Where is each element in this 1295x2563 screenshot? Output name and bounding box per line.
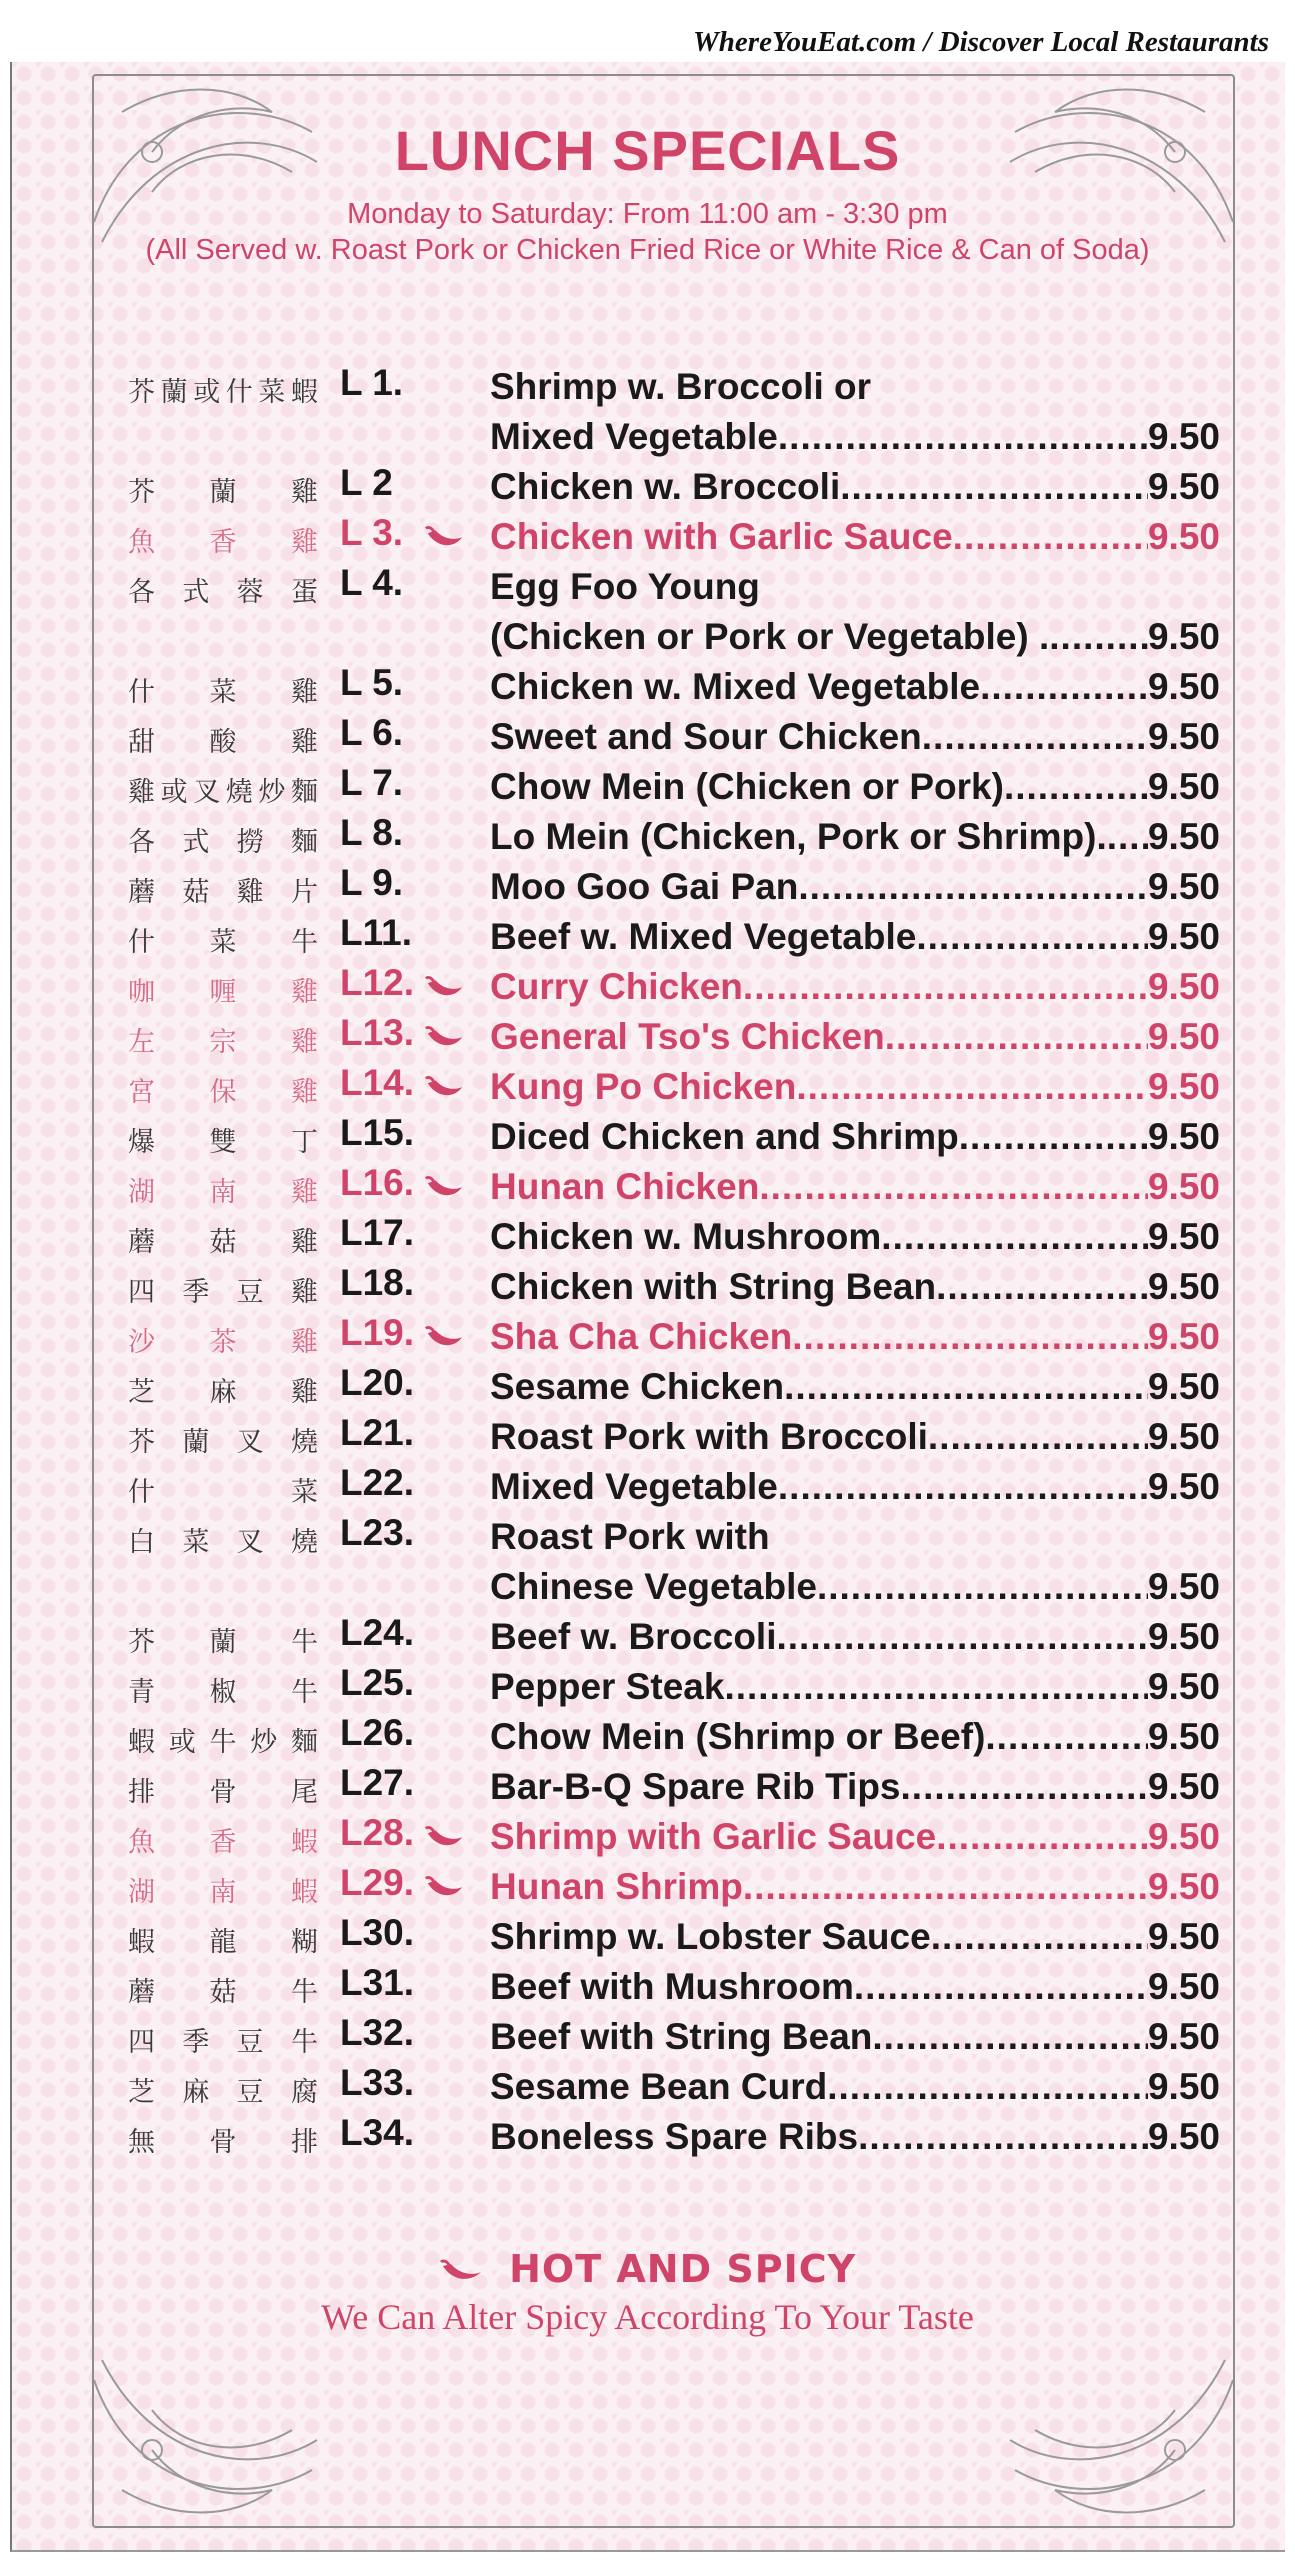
item-code: L 5. — [340, 662, 404, 703]
price: 9.50 — [1147, 1566, 1220, 1607]
leader-dots — [858, 2112, 1148, 2162]
menu-item — [0, 512, 1295, 562]
dish-name-line1: Shrimp w. Broccoli or — [490, 366, 872, 407]
dish-name-text: Moo Goo Gai Pan — [490, 866, 799, 907]
dish-name — [490, 1862, 1220, 1912]
chinese-name: 魚 香 蝦 — [128, 1827, 318, 1858]
dish-name-text: Chicken w. Mixed Vegetable — [490, 666, 981, 707]
menu-item — [0, 1212, 1295, 1262]
dish-name-text: Chicken w. Broccoli — [490, 466, 841, 507]
price: 9.50 — [1147, 1416, 1220, 1457]
dish-name-text: Pepper Steak — [490, 1666, 725, 1707]
dish-name-text: Bar-B-Q Spare Rib Tips — [490, 1766, 901, 1807]
chinese-name: 蝦 或 牛 炒 麵 — [128, 1727, 318, 1758]
hours-text: Monday to Saturday: From 11:00 am - 3:30 pm — [347, 198, 948, 230]
item-code: L33. — [340, 2062, 415, 2103]
chinese-name: 什 菜 牛 — [128, 927, 318, 958]
price: 9.50 — [1147, 1666, 1220, 1707]
leader-dots — [778, 1462, 1148, 1512]
price: 9.50 — [1147, 1616, 1220, 1657]
menu-item — [0, 1612, 1295, 1662]
dish-name — [490, 1962, 1220, 2012]
chinese-name: 排 骨 尾 — [128, 1777, 318, 1808]
chinese-name: 蘑 菇 雞 片 — [128, 877, 318, 908]
dish-name — [490, 1262, 1220, 1312]
dish-name — [490, 1062, 1220, 1112]
chinese-name: 各 式 撈 麵 — [128, 827, 318, 858]
chinese-name: 湖 南 蝦 — [128, 1877, 318, 1908]
chinese-name: 芝 麻 豆 腐 — [128, 2077, 318, 2108]
dish-name — [490, 462, 1220, 512]
leader-dots — [796, 1062, 1148, 1112]
chinese-name: 芥 蘭 牛 — [128, 1627, 318, 1658]
item-code: L17. — [340, 1212, 415, 1253]
menu-item — [0, 1262, 1295, 1312]
dish-name — [490, 1712, 1220, 1762]
item-code: L27. — [340, 1762, 415, 1803]
chili-pepper-icon — [424, 975, 466, 1001]
menu-item — [0, 1762, 1295, 1812]
chili-pepper-icon — [424, 1825, 466, 1851]
menu-item — [0, 1312, 1295, 1362]
dish-name-text: Sesame Bean Curd — [490, 2066, 828, 2107]
price: 9.50 — [1147, 2066, 1220, 2107]
item-code: L18. — [340, 1262, 415, 1303]
dish-name-text: Lo Mein (Chicken, Pork or Shrimp). — [490, 816, 1107, 857]
dish-name — [490, 912, 1220, 962]
price: 9.50 — [1147, 1466, 1220, 1507]
chinese-name: 無 骨 排 — [128, 2127, 318, 2158]
dish-name-text: Hunan Chicken — [490, 1166, 760, 1207]
item-code: L26. — [340, 1712, 415, 1753]
dish-name — [490, 662, 1220, 712]
item-code: L20. — [340, 1362, 415, 1403]
item-code: L14. — [340, 1062, 415, 1103]
item-code: L12. — [340, 962, 415, 1003]
dish-name-text: Chow Mein (Shrimp or Beef) — [490, 1716, 986, 1757]
dish-name — [490, 562, 1220, 662]
menu-item — [0, 1012, 1295, 1062]
item-code: L21. — [340, 1412, 415, 1453]
leader-dots — [840, 462, 1148, 512]
chinese-name: 蘑 菇 雞 — [128, 1227, 318, 1258]
leader-dots — [759, 1162, 1148, 1212]
chinese-name: 蘑 菇 牛 — [128, 1977, 318, 2008]
chinese-name: 湖 南 雞 — [128, 1177, 318, 1208]
dish-name-text: Mixed Vegetable — [490, 1466, 778, 1507]
menu-item — [0, 2012, 1295, 2062]
leader-dots — [827, 2062, 1148, 2112]
leader-dots — [778, 412, 1148, 462]
chinese-name: 芥 蘭 或 什 菜 蝦 — [128, 377, 318, 408]
price: 9.50 — [1147, 616, 1220, 657]
dish-name — [490, 1812, 1220, 1862]
item-code: L34. — [340, 2112, 415, 2153]
chili-pepper-icon — [424, 1175, 466, 1201]
menu-items-list — [0, 362, 1295, 2162]
leader-dots — [792, 1312, 1148, 1362]
dish-name-text: Sweet and Sour Chicken — [490, 716, 922, 757]
leader-dots — [854, 1962, 1148, 2012]
dish-name — [490, 1912, 1220, 1962]
chili-pepper-icon — [424, 525, 466, 551]
dish-name — [490, 962, 1220, 1012]
menu-item — [0, 2112, 1295, 2162]
price: 9.50 — [1147, 866, 1220, 907]
menu-item — [0, 862, 1295, 912]
dish-name — [490, 1662, 1220, 1712]
item-code: L 2 — [340, 462, 393, 503]
chinese-name: 左 宗 雞 — [128, 1027, 318, 1058]
menu-item — [0, 362, 1295, 462]
chili-pepper-icon — [439, 2258, 485, 2286]
dish-name-text: Sha Cha Chicken — [490, 1316, 793, 1357]
dish-name-text: Beef w. Mixed Vegetable — [490, 916, 917, 957]
leader-dots — [922, 712, 1148, 762]
dish-name-text: Beef with Mushroom — [490, 1966, 854, 2007]
item-code: L 9. — [340, 862, 404, 903]
price: 9.50 — [1147, 466, 1220, 507]
item-code: L 6. — [340, 712, 404, 753]
dish-name — [490, 2012, 1220, 2062]
leader-dots — [724, 1662, 1148, 1712]
dish-name — [490, 1112, 1220, 1162]
chinese-name: 咖 喱 雞 — [128, 977, 318, 1008]
menu-item — [0, 662, 1295, 712]
price: 9.50 — [1147, 1766, 1220, 1807]
chili-pepper-icon — [424, 1875, 466, 1901]
corner-flourish-bottom-left — [92, 2340, 322, 2530]
price: 9.50 — [1147, 1016, 1220, 1057]
chinese-name: 爆 雙 丁 — [128, 1127, 318, 1158]
dish-name-line2: (Chicken or Pork or Vegetable) . — [490, 616, 1050, 657]
served-with-note: (All Served w. Roast Pork or Chicken Fried Rice or White Rice & Can of Soda) — [145, 234, 1150, 266]
item-code: L16. — [340, 1162, 415, 1203]
price: 9.50 — [1147, 1316, 1220, 1357]
hot-and-spicy-label: HOT AND SPICY — [509, 2247, 857, 2291]
menu-item — [0, 1362, 1295, 1412]
price: 9.50 — [1147, 1216, 1220, 1257]
leader-dots — [936, 1262, 1148, 1312]
dish-name-line1: Egg Foo Young — [490, 566, 760, 607]
item-code: L32. — [340, 2012, 415, 2053]
price: 9.50 — [1147, 1266, 1220, 1307]
price: 9.50 — [1147, 1866, 1220, 1907]
dish-name — [490, 1012, 1220, 1062]
price: 9.50 — [1147, 1966, 1220, 2007]
dish-name — [490, 1162, 1220, 1212]
menu-item — [0, 1862, 1295, 1912]
leader-dots — [936, 1812, 1148, 1862]
dish-name-text: Roast Pork with Broccoli — [490, 1416, 928, 1457]
leader-dots — [743, 962, 1148, 1012]
leader-dots — [916, 912, 1148, 962]
dish-name — [490, 362, 1220, 462]
chinese-name: 白 菜 叉 燒 — [128, 1527, 318, 1558]
menu-item — [0, 1662, 1295, 1712]
leader-dots — [985, 1712, 1148, 1762]
dish-name — [490, 1512, 1220, 1612]
dish-name — [490, 2112, 1220, 2162]
dish-name-text: Curry Chicken — [490, 966, 743, 1007]
chinese-name: 甜 酸 雞 — [128, 727, 318, 758]
dish-name-line1: Roast Pork with — [490, 1516, 770, 1557]
leader-dots — [1004, 762, 1148, 812]
dish-name-text: Diced Chicken and Shrimp — [490, 1116, 959, 1157]
menu-item — [0, 712, 1295, 762]
item-code: L13. — [340, 1012, 415, 1053]
menu-title: LUNCH SPECIALS — [394, 119, 901, 182]
chinese-name: 各 式 蓉 蛋 — [128, 577, 318, 608]
chinese-name: 雞 或 叉 燒 炒 麵 — [128, 777, 318, 808]
dish-name-text: Beef with String Bean — [490, 2016, 873, 2057]
dish-name-text: Shrimp with Garlic Sauce — [490, 1816, 937, 1857]
dish-name-text: Chicken with String Bean — [490, 1266, 937, 1307]
item-code: L24. — [340, 1612, 415, 1653]
item-code: L29. — [340, 1862, 415, 1903]
dish-name — [490, 1462, 1220, 1512]
dish-name-text: Shrimp w. Lobster Sauce — [490, 1916, 931, 1957]
menu-item — [0, 562, 1295, 662]
dish-name-text: Sesame Chicken — [490, 1366, 785, 1407]
item-code: L 4. — [340, 562, 404, 603]
chinese-name: 什 菜 — [128, 1477, 318, 1508]
price: 9.50 — [1147, 1116, 1220, 1157]
dish-name — [490, 1362, 1220, 1412]
dish-name-text: Boneless Spare Ribs — [490, 2116, 859, 2157]
price: 9.50 — [1147, 1066, 1220, 1107]
dish-name — [490, 1412, 1220, 1462]
dish-name-line2: Mixed Vegetable — [490, 416, 778, 457]
leader-dots — [953, 512, 1148, 562]
price: 9.50 — [1147, 416, 1220, 457]
price: 9.50 — [1147, 716, 1220, 757]
dish-name — [490, 1612, 1220, 1662]
dish-name — [490, 812, 1220, 862]
item-code: L25. — [340, 1662, 415, 1703]
menu-item — [0, 1462, 1295, 1512]
menu-item — [0, 1812, 1295, 1862]
item-code: L28. — [340, 1812, 415, 1853]
chinese-name: 芥 蘭 叉 燒 — [128, 1427, 318, 1458]
menu-item — [0, 812, 1295, 862]
leader-dots — [885, 1012, 1148, 1062]
dish-name — [490, 762, 1220, 812]
dish-name-line2: Chinese Vegetable — [490, 1566, 817, 1607]
leader-dots — [901, 1762, 1148, 1812]
leader-dots — [980, 662, 1148, 712]
item-code: L 8. — [340, 812, 404, 853]
dish-name-text: Chicken with Garlic Sauce — [490, 516, 953, 557]
price: 9.50 — [1147, 916, 1220, 957]
dish-name — [490, 712, 1220, 762]
dish-name-text: Chicken w. Mushroom — [490, 1216, 882, 1257]
price: 9.50 — [1147, 1366, 1220, 1407]
item-code: L23. — [340, 1512, 415, 1553]
menu-item — [0, 1412, 1295, 1462]
dish-name — [490, 2062, 1220, 2112]
leader-dots — [881, 1212, 1148, 1262]
leader-dots — [784, 1362, 1148, 1412]
leader-dots — [959, 1112, 1148, 1162]
price: 9.50 — [1147, 516, 1220, 557]
dish-name — [490, 1212, 1220, 1262]
leader-dots — [776, 1612, 1148, 1662]
price: 9.50 — [1147, 1816, 1220, 1857]
item-code: L31. — [340, 1962, 415, 2003]
dish-name-text: Kung Po Chicken — [490, 1066, 797, 1107]
chinese-name: 四 季 豆 牛 — [128, 2027, 318, 2058]
leader-dots — [1107, 812, 1148, 862]
price: 9.50 — [1147, 966, 1220, 1007]
chinese-name: 芝 麻 雞 — [128, 1377, 318, 1408]
item-code: L30. — [340, 1912, 415, 1953]
menu-item — [0, 912, 1295, 962]
dish-name — [490, 862, 1220, 912]
menu-item — [0, 1112, 1295, 1162]
price: 9.50 — [1147, 1916, 1220, 1957]
chinese-name: 魚 香 雞 — [128, 527, 318, 558]
dish-name-text: General Tso's Chicken — [490, 1016, 885, 1057]
dish-name-text: Hunan Shrimp — [490, 1866, 743, 1907]
chinese-name: 蝦 龍 糊 — [128, 1927, 318, 1958]
leader-dots — [798, 862, 1148, 912]
hot-and-spicy-legend — [0, 2247, 1295, 2291]
leader-dots — [1049, 612, 1148, 662]
menu-item — [0, 962, 1295, 1012]
menu-item — [0, 1962, 1295, 2012]
chinese-name: 青 椒 牛 — [128, 1677, 318, 1708]
item-code: L 7. — [340, 762, 404, 803]
price: 9.50 — [1147, 2116, 1220, 2157]
price: 9.50 — [1147, 1716, 1220, 1757]
menu-item — [0, 462, 1295, 512]
dish-name-text: Chow Mein (Chicken or Pork) — [490, 766, 1004, 807]
spicy-note: We Can Alter Spicy According To Your Taste — [321, 2297, 974, 2337]
corner-flourish-bottom-right — [1005, 2340, 1235, 2530]
dish-name — [490, 1312, 1220, 1362]
chili-pepper-icon — [424, 1075, 466, 1101]
item-code: L15. — [340, 1112, 415, 1153]
menu-item — [0, 1062, 1295, 1112]
item-code: L11. — [340, 912, 412, 953]
site-credit: WhereYouEat.com / Discover Local Restaurants — [693, 26, 1269, 58]
chinese-name: 四 季 豆 雞 — [128, 1277, 318, 1308]
menu-item — [0, 1912, 1295, 1962]
item-code: L 3. — [340, 512, 404, 553]
menu-item — [0, 1162, 1295, 1212]
menu-item — [0, 762, 1295, 812]
dish-name — [490, 1762, 1220, 1812]
menu-item — [0, 2062, 1295, 2112]
leader-dots — [928, 1412, 1148, 1462]
price: 9.50 — [1147, 1166, 1220, 1207]
leader-dots — [931, 1912, 1148, 1962]
chili-pepper-icon — [424, 1325, 466, 1351]
menu-item — [0, 1712, 1295, 1762]
item-code: L22. — [340, 1462, 415, 1503]
price: 9.50 — [1147, 2016, 1220, 2057]
price: 9.50 — [1147, 766, 1220, 807]
price: 9.50 — [1147, 816, 1220, 857]
item-code: L19. — [340, 1312, 415, 1353]
chinese-name: 宮 保 雞 — [128, 1077, 318, 1108]
leader-dots — [817, 1562, 1148, 1612]
dish-name-text: Beef w. Broccoli — [490, 1616, 777, 1657]
chili-pepper-icon — [424, 1025, 466, 1051]
price: 9.50 — [1147, 666, 1220, 707]
chinese-name: 什 菜 雞 — [128, 677, 318, 708]
dish-name — [490, 512, 1220, 562]
item-code: L 1. — [340, 362, 404, 403]
leader-dots — [872, 2012, 1148, 2062]
leader-dots — [743, 1862, 1148, 1912]
chinese-name: 芥 蘭 雞 — [128, 477, 318, 508]
menu-item — [0, 1512, 1295, 1612]
chinese-name: 沙 茶 雞 — [128, 1327, 318, 1358]
